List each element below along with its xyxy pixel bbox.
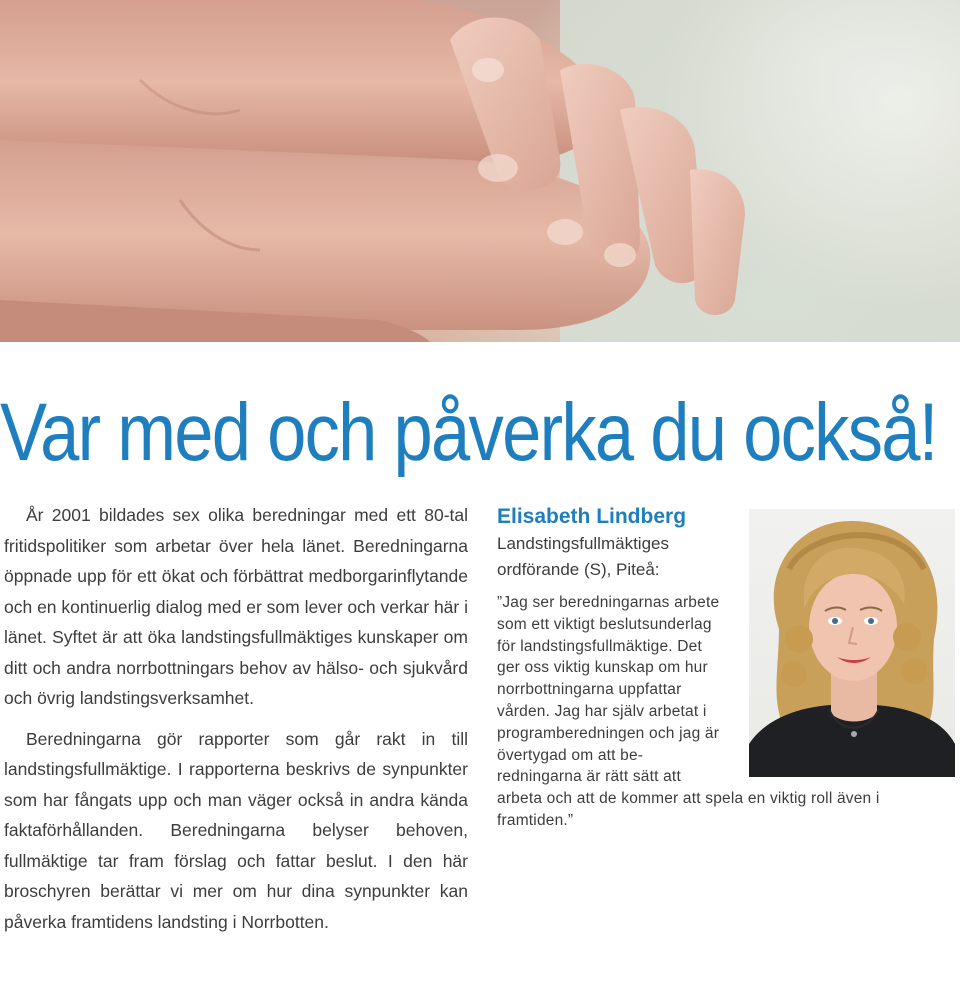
hero-photo xyxy=(0,0,960,342)
body-text xyxy=(4,500,468,937)
quote-text: ”Jag ser beredningarnas arbete som ett viktigt beslutsunderlag för landstingsfullmäktige. Det ger oss viktig kunskap om hur norrbottningarna uppfattar vården. Jag har själv arbetat i programberedningen och jag är övertygad om att beredningarna är rätt sätt att arbeta och att de kommer att spela en viktig roll även i framtiden.” xyxy=(497,594,880,829)
person-role: Landstingsfullmäktiges ordförande (S), Piteå: xyxy=(497,534,669,579)
body-paragraph: År 2001 bildades sex olika beredningar med ett 80-tal fritidspolitiker som arbetar över hela länet. Beredningarna öppnade upp för ett ökat och förbättrat medborgarinflytande och en kontinuerlig dialog med er som lever och verkar här i länet. Syftet är att öka landstingsfullmäktiges kunskaper om ditt och andra norrbottningars behov av hälso- och sjukvård och övrig landstingsverksamhet. xyxy=(4,505,468,708)
portrait-photo xyxy=(749,509,955,777)
body-paragraph: Beredningarna gör rapporter som går rakt in till landstingsfullmäktige. I rapporterna beskrivs de synpunkter som har fångats upp och man väger också in andra kända faktaförhållanden. Beredningarna belyser behoven, fullmäktige tar fram förslag och fattar beslut. I den här broschyren berättar vi mer om hur dina synpunkter kan påverka framtidens landsting i Norrbotten. xyxy=(4,728,468,932)
portrait-illustration xyxy=(749,509,955,777)
person-name: Elisabeth Lindberg xyxy=(497,505,687,528)
page-title: Var med och påverka du också! xyxy=(0,387,937,478)
baby-hand-illustration xyxy=(0,0,960,342)
